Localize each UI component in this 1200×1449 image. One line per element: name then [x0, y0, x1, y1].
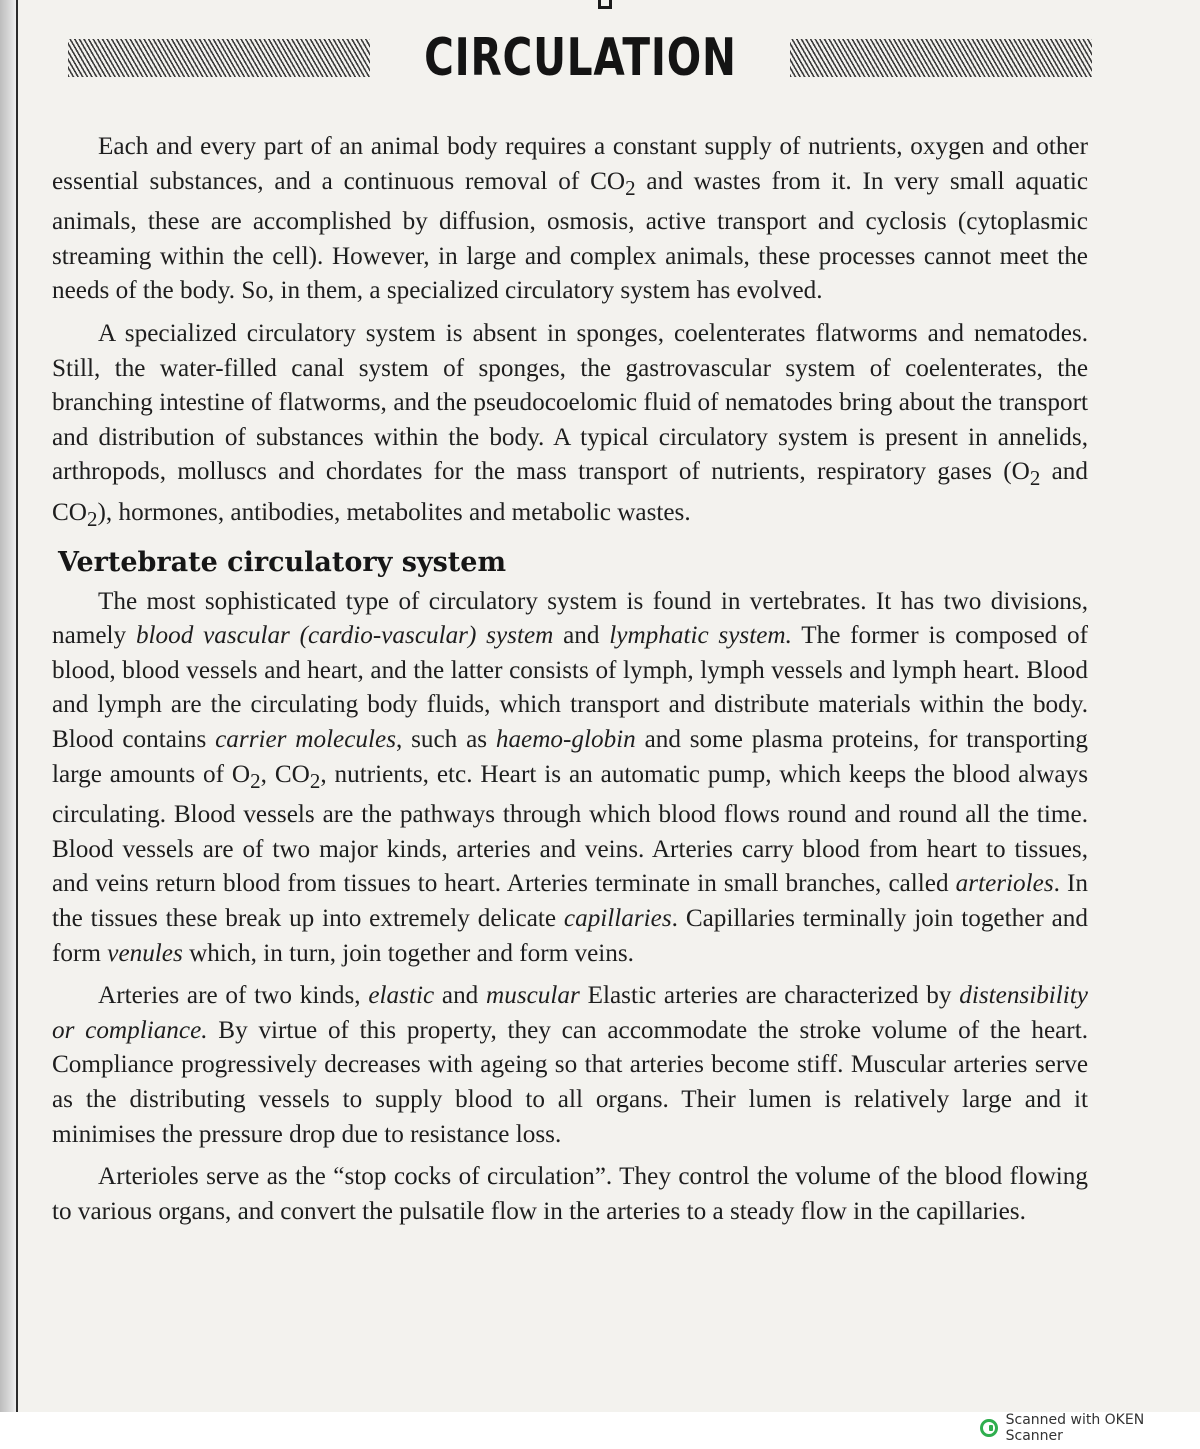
- scanner-watermark-text: Scanned with OKEN Scanner: [1005, 1412, 1145, 1444]
- section-heading: Vertebrate circulatory system: [58, 546, 507, 578]
- paragraph-arterioles: Arterioles serve as the “stop cocks of circulation”. They control the volume of the blood flowing to various organs, and convert the pulsatile flow in the arteries to a steady flow in the capillaries.: [52, 1163, 1088, 1225]
- header-hatch-left: [68, 39, 370, 77]
- paragraph-vertebrate-system: The most sophisticated type of circulatory system is found in vertebrates. It has two divisions, namely blood vascular (cardio-vascular) system and lymphatic system. The former is composed of blood, blood vessels and heart, and the latter consists of lymph, lymph vessels and lymph heart. Blood and lymph are the circulating body fluids, which transport and distribute materials within the body. Blood contains carrier molecules, such as haemo-globin and some plasma proteins, for transporting large amounts of $O_2$, $CO_2$, nutrients, etc. Heart is an automatic pump, which keeps the blood always circulating. Blood vessels are the pathways through which blood flows round and round all the time. Blood vessels are of two major kinds, arteries and veins. Arteries carry blood from heart to tissues, and veins return blood from tissues to heart. Arteries terminate in small branches, called arterioles. In the tissues these break up into extremely delicate capillaries. Capillaries terminally join together and form venules which, in turn, join together and form veins.: [52, 587, 1089, 967]
- paragraph-intro-1: Each and every part of an animal body requires a constant supply of nutrients, oxygen and other essential substances, and a continuous removal of $CO_2$ and wastes from it. In very small aquatic animals, these are accomplished by diffusion, osmosis, active transport and cyclosis (cytoplasmic streaming within the cell). However, in large and complex animals, these processes cannot meet the needs of the body. So, in them, a specialized circulatory system has evolved.: [52, 133, 1088, 305]
- page-body: [52, 130, 1088, 1237]
- chapter-title: CIRCULATION: [423, 28, 737, 88]
- chapter-header: [68, 26, 1092, 90]
- scanner-watermark: [980, 1412, 1200, 1444]
- paragraph-arteries: Arteries are of two kinds, elastic and muscular Elastic arteries are characterized by distensibility or compliance. By virtue of this property, they can accommodate the stroke volume of the heart. Compliance progressively decreases with ageing so that arteries become stiff. Muscular arteries serve as the distributing vessels to supply blood to all organs. Their lumen is relatively large and it minimises the pressure drop due to resistance loss.: [52, 982, 1088, 1148]
- header-hatch-right: [790, 39, 1092, 77]
- oken-scanner-logo-icon: [980, 1419, 998, 1437]
- paragraph-intro-2: A specialized circulatory system is absent in sponges, coelenterates flatworms and nematodes. Still, the water-filled canal system of sponges, the gastrovascular system of coelenterates, the branching intestine of flatworms, and the pseudocoelomic fluid of nematodes bring about the transport and distribution of substances within the body. A typical circulatory system is present in annelids, arthropods, molluscs and chordates for the mass transport of nutrients, respiratory gases ($O_2$ and $CO_2$), hormones, antibodies, metabolites and metabolic wastes.: [52, 320, 1088, 532]
- page-binding-shadow: [0, 0, 16, 1412]
- page-top-mark: [598, 0, 612, 9]
